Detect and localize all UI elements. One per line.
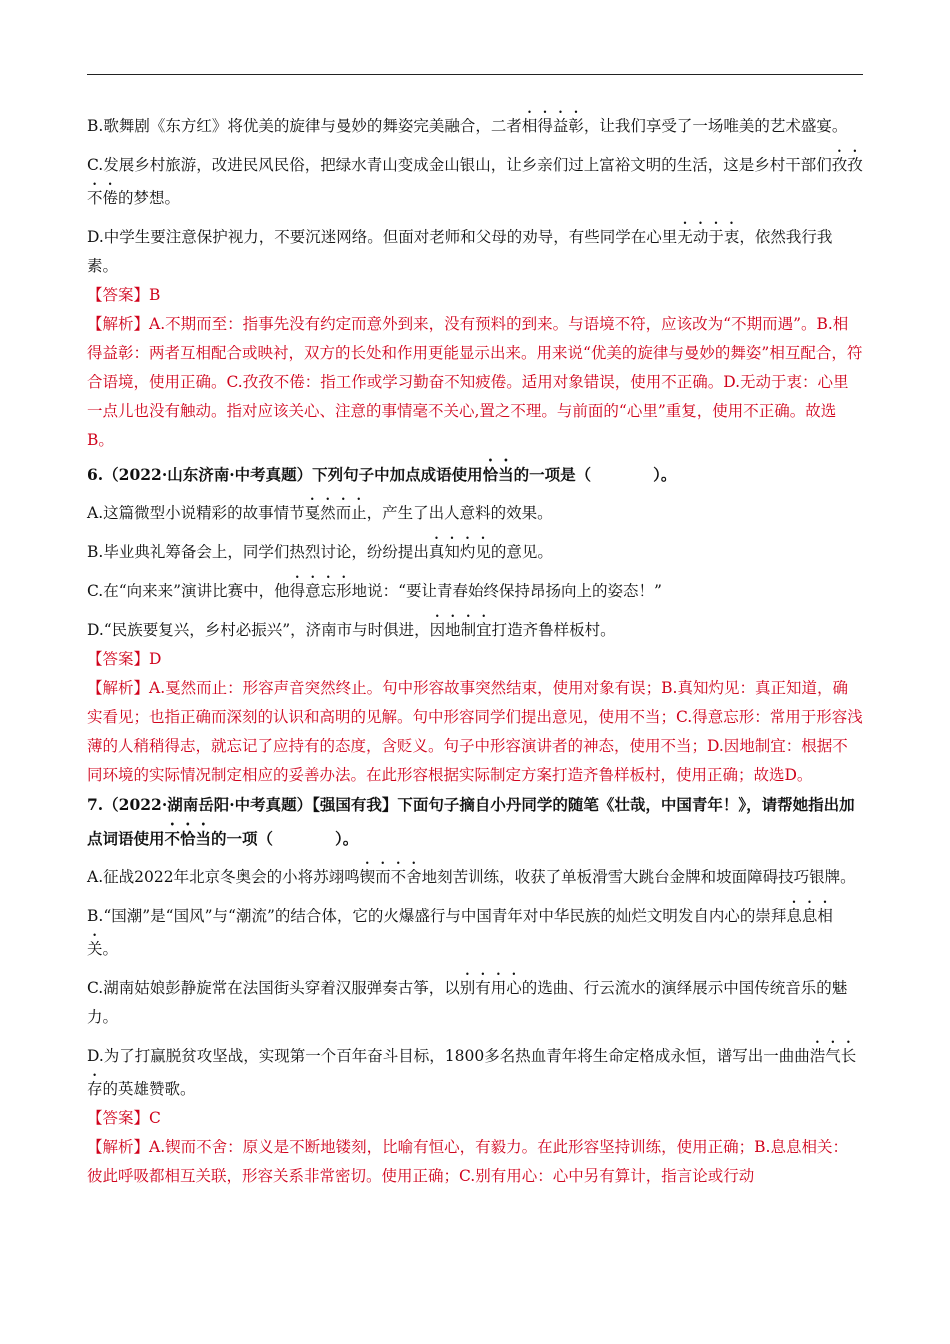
dotted-idiom: 相得益彰: [521, 117, 584, 135]
dotted-word: 恰当: [482, 465, 514, 484]
dotted-idiom: 真知灼见: [428, 543, 491, 561]
q5-answer: [87, 281, 863, 310]
document-page: [87, 108, 863, 1191]
dotted-idiom: 戛然而止: [304, 504, 367, 522]
answer-value: D: [149, 650, 162, 668]
q7-option-a: A.征战2022年北京冬奥会的小将苏翊鸣锲而不舍地刻苦训练，收获了单板滑雪大跳台金牌和坡面障碍技巧银牌。: [87, 868, 856, 886]
analysis-text: A.锲而不舍：原义是不断地镂刻，比喻有恒心，有毅力。在此形容坚持训练，使用正确；B.息息相关：彼此呼吸都相互关联，形容关系非常密切。使用正确；C.别有用心：心中另有算计，指言论或行动: [87, 1138, 848, 1185]
q7-analysis: [87, 1133, 863, 1191]
answer-tag: 【答案】: [87, 286, 150, 304]
q5-option-c: C.发展乡村旅游，改进民风民俗，把绿水青山变成金山银山，让乡亲们过上富裕文明的生活，这是乡村干部们孜孜不倦的梦想。: [87, 156, 863, 207]
q7-option-b: B.“国潮”是“国风”与“潮流”的结合体，它的火爆盛行与中国青年对中华民族的灿烂文明发自内心的崇拜息息相关。: [87, 907, 833, 958]
answer-tag: 【答案】: [87, 1109, 150, 1127]
q6-option-a: A.这篇微型小说精彩的故事情节戛然而止，产生了出人意料的效果。: [87, 504, 553, 522]
analysis-tag: 【解析】: [87, 679, 150, 697]
dotted-idiom: 因地制宜: [429, 621, 492, 639]
q5-option-b: B.歌舞剧《东方红》将优美的旋律与曼妙的舞姿完美融合，二者相得益彰，让我们享受了一场唯美的艺术盛宴。: [87, 117, 848, 135]
q7-stem: 7.（2022·湖南岳阳·中考真题）【强国有我】下面句子摘自小丹同学的随笔《壮哉，中国青年！》，请帮她指出加点词语使用不恰当的一项（ ）。: [87, 795, 855, 848]
dotted-idiom: 息息相关: [87, 907, 833, 958]
dotted-idiom: 得意忘形: [289, 582, 352, 600]
q7-option-c: C.湖南姑娘彭静旋常在法国街头穿着汉服弹奏古筝，以别有用心的选曲、行云流水的演绎展示中国传统音乐的魅力。: [87, 979, 848, 1026]
answer-value: C: [149, 1109, 161, 1127]
q5-analysis: [87, 310, 863, 455]
dotted-idiom: 别有用心: [459, 979, 522, 997]
q7-answer: [87, 1104, 863, 1133]
analysis-text: A.戛然而止：形容声音突然终止。句中形容故事突然结束，使用对象有误；B.真知灼见：真正知道，确实看见；也指正确而深刻的认识和高明的见解。句中形容同学们提出意见，使用不当；C.得意忘形：常用于形容浅薄的人稍稍得志，就忘记了应持有的态度，含贬义。句子中形容演讲者的神态，使用不当；D.因地制宜：根据不同环境的实际情况制定相应的妥善办法。在此形容根据实际制定方案打造齐鲁样板村，使用正确；故选D。: [87, 679, 863, 784]
q5-option-d: D.中学生要注意保护视力，不要沉迷网络。但面对老师和父母的劝导，有些同学在心里无动于衷，依然我行我素。: [87, 228, 833, 275]
analysis-tag: 【解析】: [87, 315, 150, 333]
q6-analysis: [87, 674, 863, 790]
dotted-idiom: 锲而不舍: [359, 868, 422, 886]
q6-stem: 6.（2022·山东济南·中考真题）下列句子中加点成语使用恰当的一项是（ ）。: [87, 465, 677, 484]
dotted-idiom: 浩气长存: [87, 1047, 857, 1098]
answer-value: B: [149, 286, 161, 304]
q6-option-c: C.在“向来来”演讲比赛中，他得意忘形地说：“要让青春始终保持昂扬向上的姿态！”: [87, 582, 662, 600]
analysis-text: A.不期而至：指事先没有约定而意外到来，没有预料的到来。与语境不符，应该改为“不期而遇”。B.相得益彰：两者互相配合或映衬，双方的长处和作用更能显示出来。用来说“优美的旋律与曼妙的舞姿”相互配合，符合语境，使用正确。C.孜孜不倦：指工作或学习勤奋不知疲倦。适用对象错误，使用不正确。D.无动于衷：心里一点儿也没有触动。指对应该关心、注意的事情毫不关心,置之不理。与前面的“心里”重复，使用不正确。故选B。: [87, 315, 863, 449]
q7-option-d: D.为了打赢脱贫攻坚战，实现第一个百年奋斗目标，1800多名热血青年将生命定格成永恒，谱写出一曲曲浩气长存的英雄赞歌。: [87, 1047, 857, 1098]
analysis-tag: 【解析】: [87, 1138, 150, 1156]
answer-tag: 【答案】: [87, 650, 150, 668]
header-rule: [87, 74, 863, 75]
q6-option-d: D.“民族要复兴，乡村必振兴”，济南市与时俱进，因地制宜打造齐鲁样板村。: [87, 621, 616, 639]
dotted-idiom: 孜孜不倦: [87, 156, 863, 207]
dotted-word: 不恰当: [164, 829, 212, 848]
dotted-idiom: 无动于衷: [677, 228, 740, 246]
q6-option-b: B.毕业典礼筹备会上，同学们热烈讨论，纷纷提出真知灼见的意见。: [87, 543, 553, 561]
q6-answer: [87, 645, 863, 674]
